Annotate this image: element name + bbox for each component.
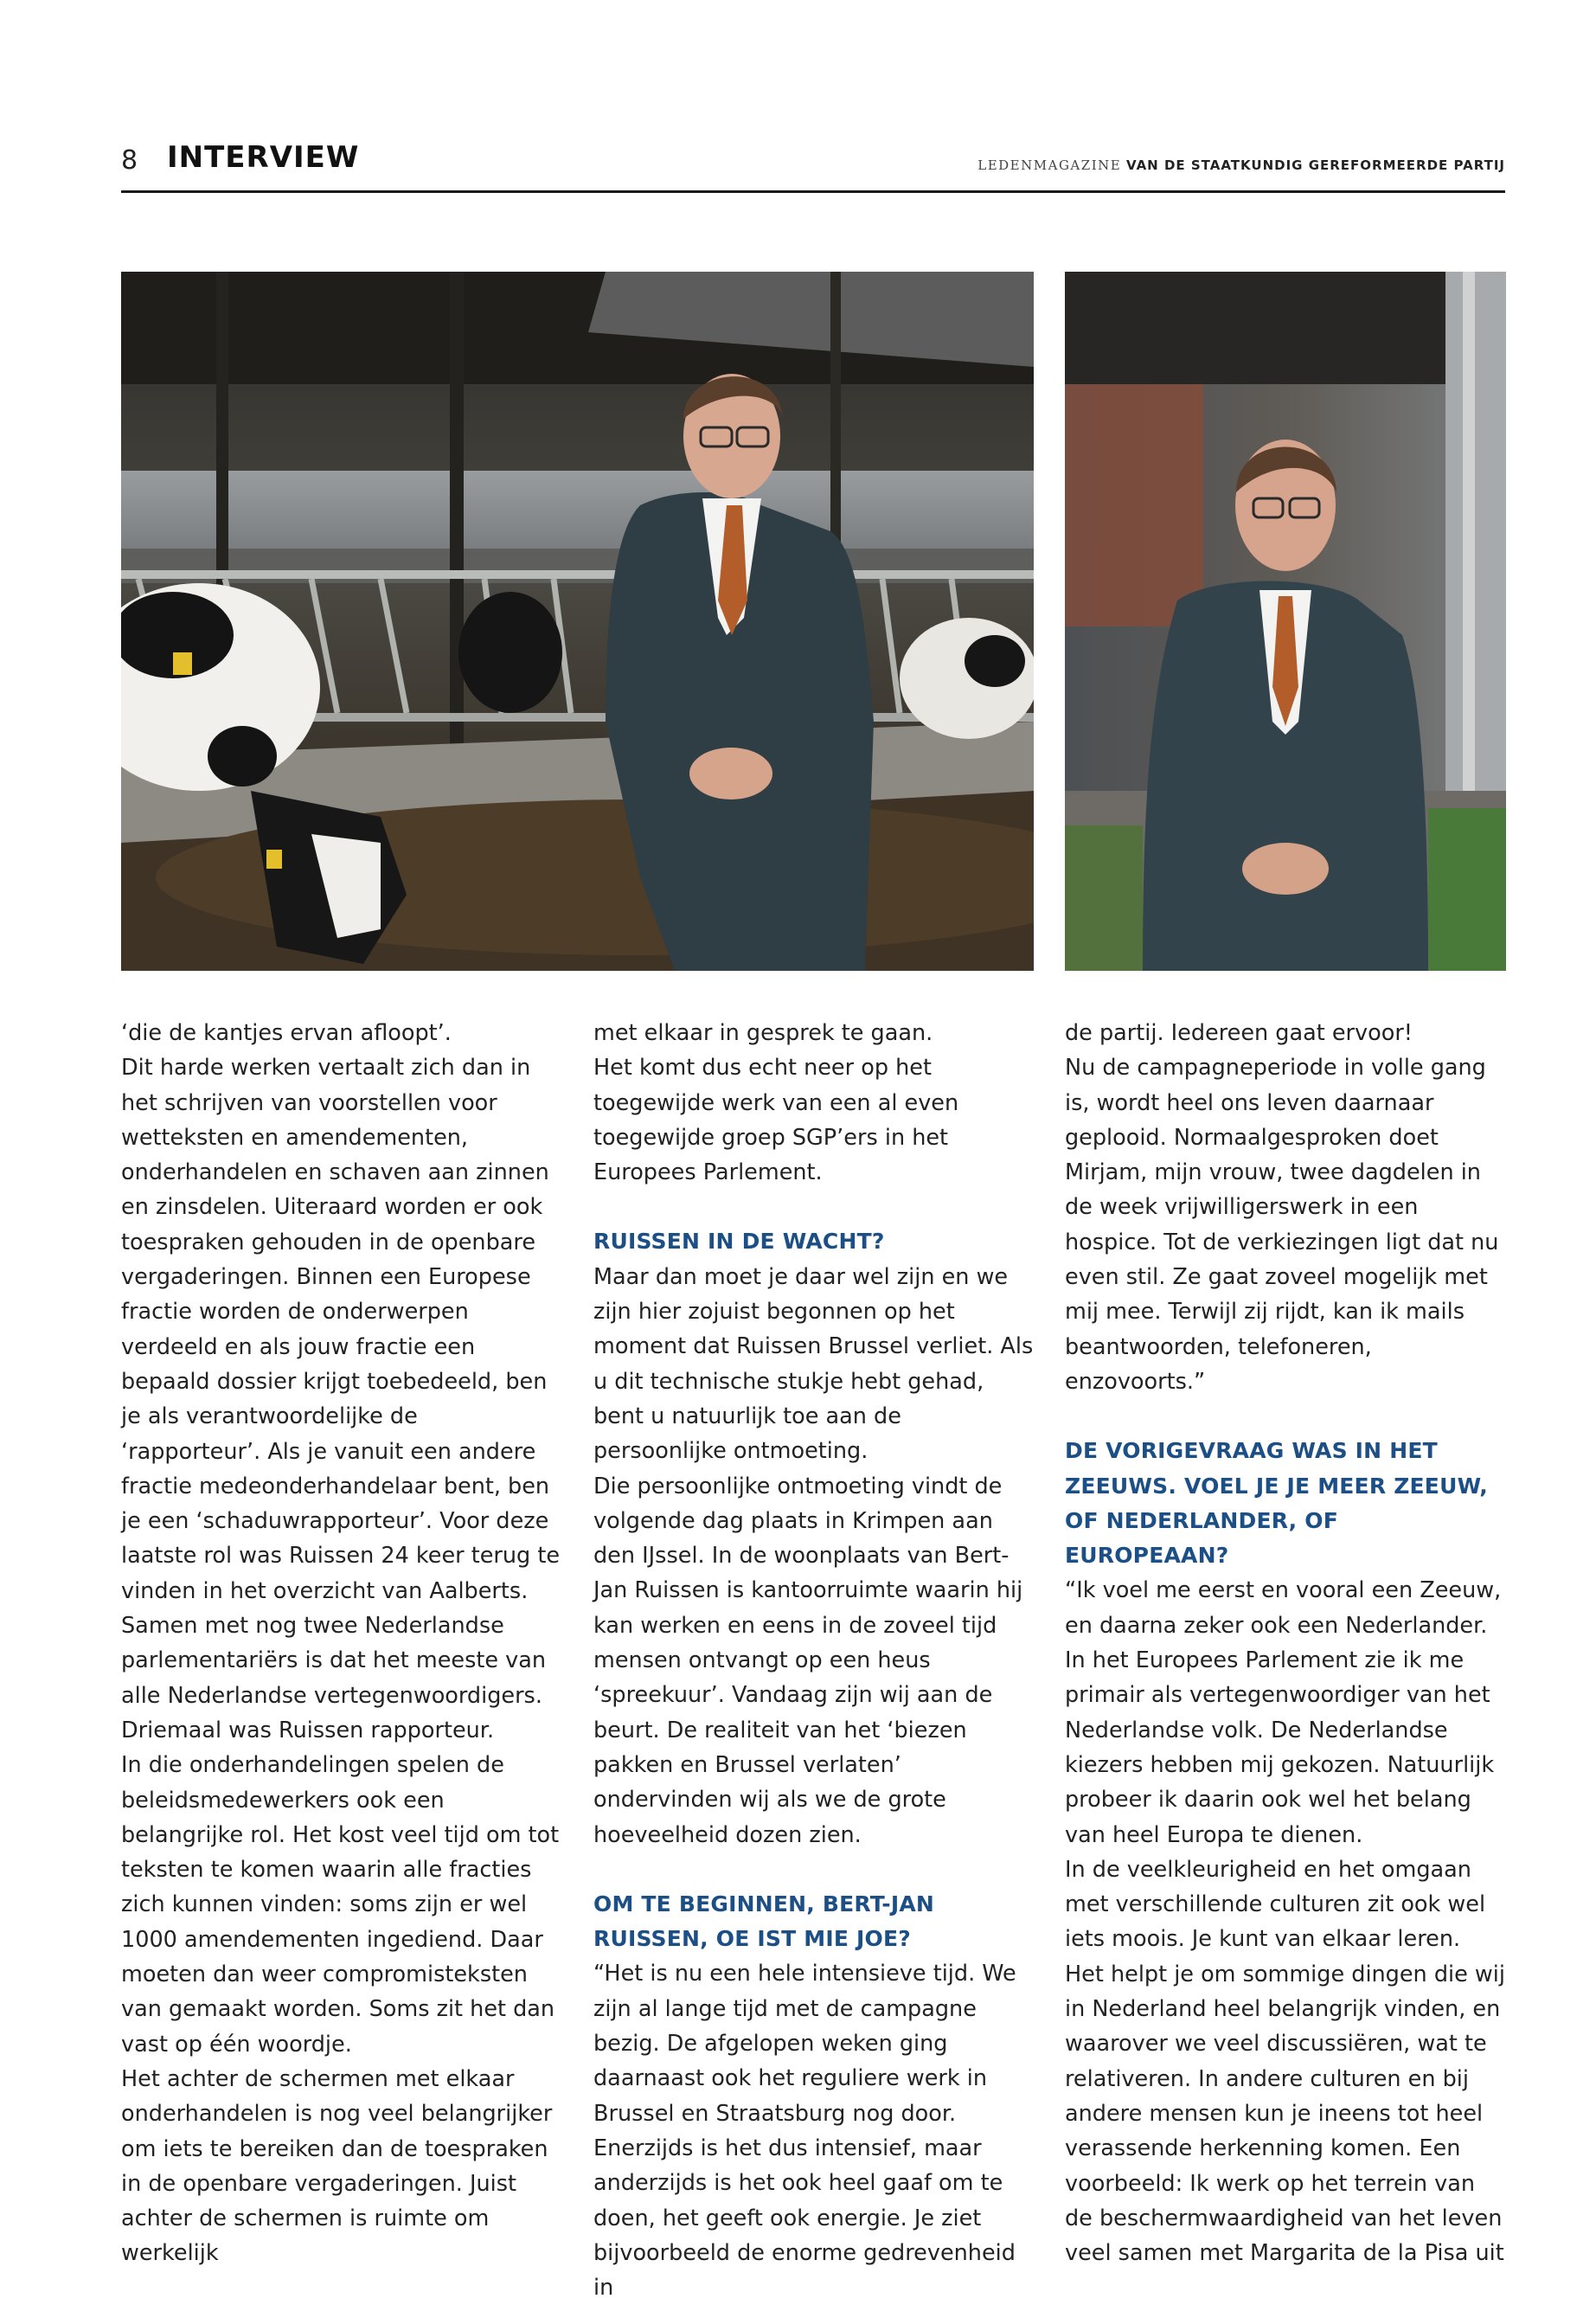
paragraph: Maar dan moet je daar wel zijn en we zijn hier zojuist begonnen op het moment dat Ruissen Brussel verliet. Als u dit technische stukje hebt gehad, bent u natuurlijk toe aan de persoonlijke ontmoeting. <box>593 1263 1034 1465</box>
article-column-2 <box>593 1016 1035 2305</box>
barn-portrait-photo <box>121 272 1034 971</box>
paragraph: Nu de campagneperiode in volle gang is, wordt heel ons leven daarnaar geplooid. Normaalgesproken doet Mirjam, mijn vrouw, twee dagdelen in de week vrijwilligerswerk in een hospice. Tot de verkiezingen ligt dat nu even stil. Ze gaat zoveel mogelijk met mij mee. Terwijl zij rijdt, kan ik mails beantwoorden, telefoneren, enzovoorts.” <box>1065 1055 1499 1395</box>
paragraph: de partij. Iedereen gaat ervoor! <box>1065 1020 1413 1046</box>
page-number: 8 <box>121 145 138 176</box>
question-heading: DE VORIGEVRAAG WAS IN HET ZEEUWS. VOEL JE JE MEER ZEEUW, OF NEDERLANDER, OF EUROPEAAN? <box>1065 1438 1489 1569</box>
outdoor-portrait-photo <box>1065 272 1506 971</box>
paragraph: “Het is nu een hele intensieve tijd. We zijn al lange tijd met de campagne bezig. De afgelopen weken ging daarnaast ook het reguliere werk in Brussel en Straatsburg nog door. Enerzijds is het dus intensief, maar anderzijds is het ook heel gaaf om te doen, het geeft ook energie. Je ziet bijvoorbeeld de enorme gedrevenheid in <box>593 1961 1016 2302</box>
question-heading: RUISSEN IN DE WACHT? <box>593 1229 885 1255</box>
masthead-party: VAN DE STAATKUNDIG GEREFORMEERDE PARTIJ <box>1125 157 1505 173</box>
paragraph: In de veelkleurigheid en het omgaan met verschillende culturen zit ook wel iets moois. Je kunt van elkaar leren. Het helpt je om sommige dingen die wij in Nederland heel belangrijk vinden, en waarover we veel discussiëren, wat te relativeren. In andere culturen en bij andere mensen kun je ineens tot heel verassende herkenning komen. Een voorbeeld: Ik werk op het terrein van de beschermwaardigheid van het leven veel samen met Margarita de la Pisa uit <box>1065 1856 1505 2267</box>
masthead <box>977 157 1505 173</box>
paragraph: Die persoonlijke ontmoeting vindt de volgende dag plaats in Krimpen aan den IJssel. In de woonplaats van Bert-Jan Ruissen is kantoorruimte waarin hij kan werken en eens in de zoveel tijd mensen ontvangt op een heus ‘spreekuur’. Vandaag zijn wij aan de beurt. De realiteit van het ‘biezen pakken en Brussel verlaten’ ondervinden wij als we de grote hoeveelheid dozen zien. <box>593 1473 1023 1848</box>
article-column-1 <box>121 1016 562 2271</box>
paragraph: In die onderhandelingen spelen de beleidsmedewerkers ook een belangrijke rol. Het kost veel tijd om tot teksten te komen waarin alle fracties zich kunnen vinden: soms zijn er wel 1000 amendementen ingediend. Daar moeten dan weer compromisteksten van gemaakt worden. Soms zit het dan vast op één woordje. <box>121 1752 560 2058</box>
paragraph: Dit harde werken vertaalt zich dan in het schrijven van voorstellen voor wetteksten en amendementen, onderhandelen en schaven aan zinnen en zinsdelen. Uiteraard worden er ook toespraken gehouden in de openbare vergaderingen. Binnen een Europese fractie worden de onderwerpen verdeeld en als jouw fractie een bepaald dossier krijgt toebedeeld, ben je als verantwoordelijke de ‘rapporteur’. Als je vanuit een andere fractie medeonderhandelaar bent, ben je een ‘schaduwrapporteur’. Voor deze laatste rol was Ruissen 24 keer terug te vinden in het overzicht van Aalberts. Samen met nog twee Nederlandse parlementariërs is dat het meeste van alle Nederlandse vertegenwoordigers. Driemaal was Ruissen rapporteur. <box>121 1055 561 1743</box>
article-column-3 <box>1065 1016 1506 2270</box>
section-title: INTERVIEW <box>167 140 360 175</box>
paragraph: “Ik voel me eerst en vooral een Zeeuw, en daarna zeker ook een Nederlander. In het Europees Parlement zie ik me primair als vertegenwoordiger van het Nederlandse volk. De Nederlandse kiezers hebben mij gekozen. Natuurlijk probeer ik daarin ook wel het belang van heel Europa te dienen. <box>1065 1577 1502 1848</box>
question-heading: OM TE BEGINNEN, BERT-JAN RUISSEN, OE IST MIE JOE? <box>593 1891 935 1952</box>
outdoor-portrait-illustration <box>1065 272 1506 971</box>
barn-portrait-illustration <box>121 272 1034 971</box>
paragraph: met elkaar in gesprek te gaan. <box>593 1020 933 1046</box>
masthead-magazine: LEDENMAGAZINE <box>977 157 1122 173</box>
paragraph: Het komt dus echt neer op het toegewijde werk van een al even toegewijde groep SGP’ers in het Europees Parlement. <box>593 1055 959 1186</box>
page-header <box>121 140 1505 193</box>
paragraph: Het achter de schermen met elkaar onderhandelen is nog veel belangrijker om iets te bereiken dan de toespraken in de openbare vergaderingen. Juist achter de schermen is ruimte om werkelijk <box>121 2065 553 2267</box>
paragraph: ‘die de kantjes ervan afloopt’. <box>121 1020 452 1046</box>
